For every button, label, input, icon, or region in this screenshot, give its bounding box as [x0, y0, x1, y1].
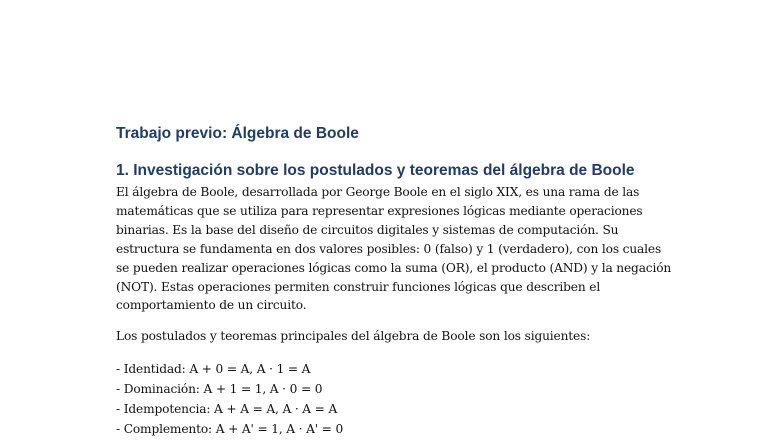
postulates-intro: Los postulados y teoremas principales del álgebra de Boole son los siguientes:: [116, 329, 591, 344]
list-item: - Dominación: A + 1 = 1, A · 0 = 0: [116, 382, 323, 397]
list-item: - Complemento: A + A' = 1, A · A' = 0: [116, 422, 344, 437]
postulates-list: [116, 359, 676, 439]
section-heading: 1. Investigación sobre los postulados y teoremas del álgebra de Boole: [116, 162, 635, 179]
body-paragraph: El álgebra de Boole, desarrollada por George Boole en el siglo XIX, es una rama de las matemáticas que se utiliza para representar expresiones lógicas mediante operaciones binarias. Es la base del diseño de circuitos digitales y sistemas de computación. Su estructura se fundamenta en dos valores posibles: 0 (falso) y 1 (verdadero), con los cuales se pueden realizar operaciones lógicas como la suma (OR), el producto (AND) y la negación (NOT). Estas operaciones permiten construir funciones lógicas que describen el comportamiento de un circuito.: [116, 185, 672, 313]
page-title: Trabajo previo: Álgebra de Boole: [116, 125, 359, 142]
list-item: - Identidad: A + 0 = A, A · 1 = A: [116, 362, 311, 377]
list-item: - Idempotencia: A + A = A, A · A = A: [116, 402, 338, 417]
document-content: [116, 124, 676, 439]
